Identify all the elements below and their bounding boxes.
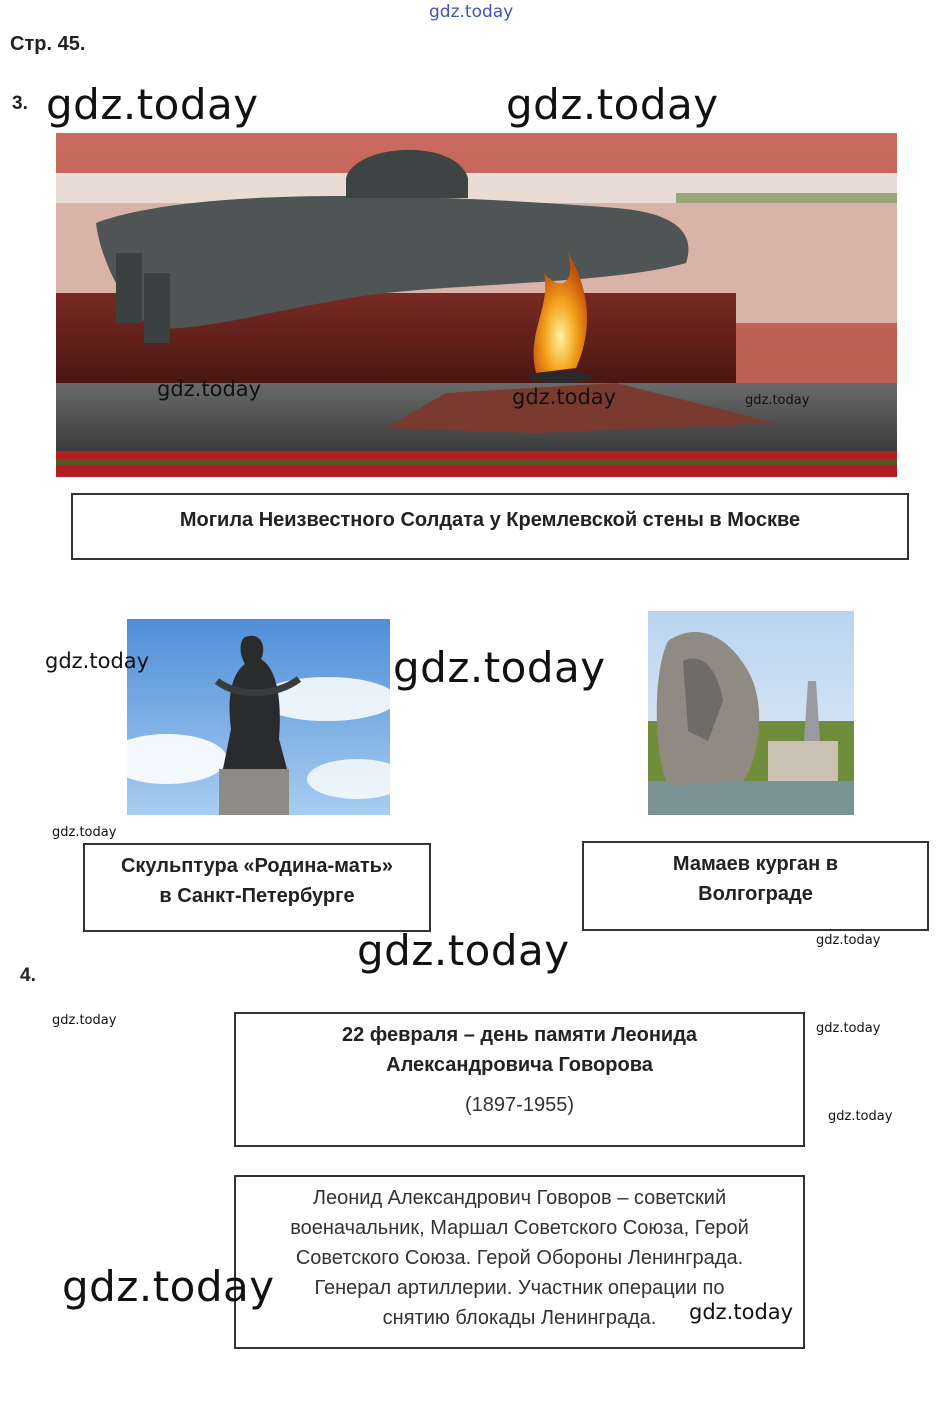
watermark: gdz.today: [46, 80, 259, 129]
watermark: gdz.today: [689, 1300, 794, 1324]
watermark: gdz.today: [393, 643, 606, 692]
kurgan-caption-line1: Мамаев курган в: [672, 853, 839, 875]
watermark: gdz.today: [816, 933, 881, 948]
watermark: gdz.today: [62, 1262, 275, 1311]
tomb-unknown-soldier-photo: [56, 133, 897, 477]
motherland-caption-line1: Скульптура «Родина-мать»: [120, 855, 394, 877]
page-label: Стр. 45.: [10, 33, 86, 55]
top-watermark: gdz.today: [429, 2, 514, 22]
watermark: gdz.today: [816, 1021, 881, 1036]
tomb-caption: Могила Неизвестного Солдата у Кремлевской стены в Москве: [179, 509, 801, 531]
watermark: gdz.today: [45, 649, 150, 673]
memorial-day-box: [234, 1012, 805, 1147]
tomb-caption-box: [71, 493, 909, 560]
kurgan-caption-box: [582, 841, 929, 931]
motherland-caption-box: [83, 843, 431, 932]
watermark: gdz.today: [745, 393, 810, 408]
memorial-title-line2: Александровича Говорова: [386, 1054, 653, 1076]
task-4-number: 4.: [20, 965, 36, 986]
task-3-number: 3.: [12, 93, 28, 114]
watermark: gdz.today: [506, 80, 719, 129]
watermark: gdz.today: [357, 926, 570, 975]
watermark: gdz.today: [157, 377, 262, 401]
bio-line: Леонид Александрович Говоров – советский: [312, 1187, 727, 1209]
watermark: gdz.today: [52, 825, 117, 840]
memorial-title-line1: 22 февраля – день памяти Леонида: [341, 1024, 698, 1046]
motherland-caption-line2: в Санкт-Петербурге: [159, 885, 355, 907]
motherland-sculpture-photo: [127, 619, 390, 815]
bio-line: снятию блокады Ленинграда.: [382, 1307, 657, 1329]
bio-line: Генерал артиллерии. Участник операции по: [314, 1277, 725, 1299]
mamayev-kurgan-photo: [648, 611, 854, 815]
kurgan-caption-line2: Волгограде: [698, 883, 813, 905]
watermark: gdz.today: [828, 1109, 893, 1124]
bio-line: военачальник, Маршал Советского Союза, Герой: [290, 1217, 749, 1239]
watermark: gdz.today: [52, 1013, 117, 1028]
bio-line: Советского Союза. Герой Обороны Ленинграда.: [295, 1247, 744, 1269]
watermark: gdz.today: [512, 385, 617, 409]
memorial-years: (1897-1955): [465, 1094, 574, 1116]
